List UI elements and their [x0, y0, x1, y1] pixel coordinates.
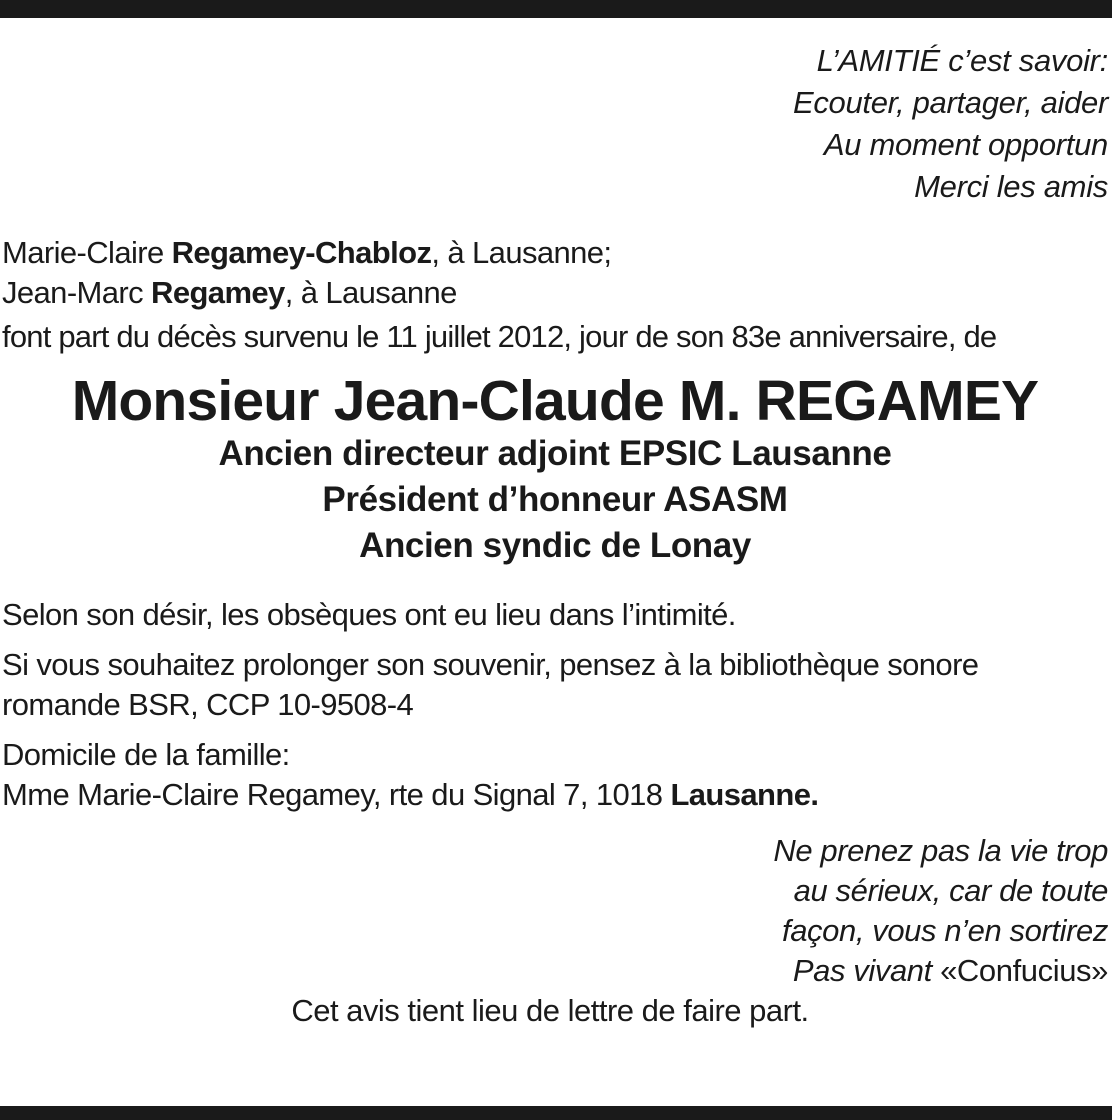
family-member — [2, 233, 1108, 273]
donation-line: Si vous souhaitez prolonger son souvenir, pensez à la bibliothèque sonore — [2, 647, 979, 682]
donation-request — [2, 645, 1108, 725]
closing-quote-line: Ne prenez pas la vie trop — [773, 833, 1108, 868]
deceased-name: Monsieur Jean-Claude M. REGAMEY — [71, 369, 1039, 433]
donation-line: romande BSR, CCP 10-9508-4 — [2, 687, 414, 722]
friendship-quote-line: Au moment opportun — [823, 127, 1108, 162]
deceased-title: Ancien syndic de Lonay — [359, 526, 751, 565]
bottom-border-rule — [0, 1106, 1112, 1120]
quote-attribution: «Confucius» — [940, 953, 1108, 988]
friendship-quote — [2, 40, 1108, 166]
closing-quote — [2, 831, 1108, 991]
family-member-first-name: Marie-Claire — [2, 235, 172, 270]
deceased-title: Président d’honneur ASASM — [322, 480, 788, 519]
deceased-titles — [2, 431, 1108, 569]
family-member — [2, 273, 1108, 313]
friendship-quote-line: L’AMITIÉ c’est savoir: — [816, 43, 1108, 78]
family-member-last-name: Regamey — [151, 275, 285, 310]
closing-quote-line — [2, 951, 1108, 991]
notice-statement: Cet avis tient lieu de lettre de faire part. — [291, 993, 809, 1028]
obituary-notice — [2, 40, 1108, 1031]
family-address-line — [2, 775, 1108, 815]
family-address — [2, 735, 1108, 815]
closing-quote-line: façon, vous n’en sortirez — [781, 913, 1108, 948]
family-address-city: Lausanne. — [670, 777, 819, 812]
top-border-rule — [0, 0, 1112, 18]
funeral-note: Selon son désir, les obsèques ont eu lieu dans l’intimité. — [2, 597, 736, 632]
family-member-location: , à Lausanne; — [431, 235, 612, 270]
family-member-first-name: Jean-Marc — [2, 275, 152, 310]
closing-quote-last-line: Pas vivant — [792, 953, 941, 988]
family-address-street: Mme Marie-Claire Regamey, rte du Signal 7, 1018 — [2, 777, 671, 812]
family-address-label: Domicile de la famille: — [2, 737, 290, 772]
death-announcement: font part du décès survenu le 11 juillet 2012, jour de son 83e anniversaire, de — [2, 319, 997, 354]
thanks-line: Merci les amis — [914, 169, 1108, 204]
deceased-title: Ancien directeur adjoint EPSIC Lausanne — [218, 434, 892, 473]
family-member-last-name: Regamey-Chabloz — [171, 235, 432, 270]
family-members — [2, 233, 1108, 313]
friendship-quote-line: Ecouter, partager, aider — [792, 85, 1108, 120]
family-member-location: , à Lausanne — [284, 275, 457, 310]
closing-quote-line: au sérieux, car de toute — [793, 873, 1108, 908]
